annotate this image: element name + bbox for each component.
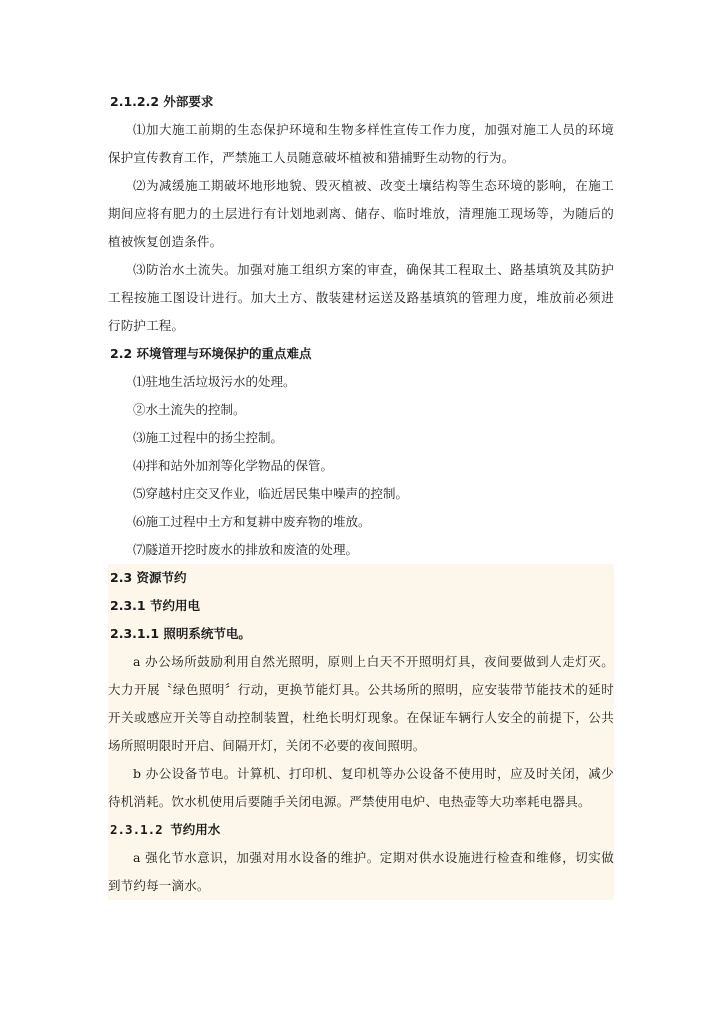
heading-2-3-1-2: 2.3.1.2 节约用水 xyxy=(108,816,614,844)
document-body xyxy=(108,88,614,900)
paragraph-external-2: ⑵为减缓施工期破坏地形地貌、毁灭植被、改变土壤结构等生态环境的影响，在施工期间应将有肥力的土层进行有计划地剥离、储存、临时堆放，清理施工现场等，为随后的植被恢复创造条件。 xyxy=(108,178,614,249)
heading-2-3-1-1: 2.3.1.1 照明系统节电。 xyxy=(108,620,614,648)
heading-2-3: 2.3 资源节约 xyxy=(108,564,614,592)
heading-2-1-2-2: 2.1.2.2 外部要求 xyxy=(110,94,214,109)
list-item-difficulty-2: ②水土流失的控制。 xyxy=(133,402,246,417)
list-item-difficulty-5: ⑸穿越村庄交叉作业，临近居民集中噪声的控制。 xyxy=(133,486,409,501)
list-item-difficulty-6: ⑹施工过程中土方和复耕中废弃物的堆放。 xyxy=(133,514,371,529)
paragraph-lighting-b: b 办公设备节电。计算机、打印机、复印机等办公设备不使用时，应及时关闭，减少待机消耗。饮水机使用后要随手关闭电源。严禁使用电炉、电热壶等大功率耗电器具。 xyxy=(108,760,614,816)
list-item-difficulty-7: ⑺隧道开挖时废水的排放和废渣的处理。 xyxy=(133,542,359,557)
heading-2-2: 2.2 环境管理与环境保护的重点难点 xyxy=(110,346,312,361)
heading-2-3-1: 2.3.1 节约用电 xyxy=(108,592,614,620)
list-item-difficulty-4: ⑷拌和站外加剂等化学物品的保管。 xyxy=(133,458,334,473)
paragraph-lighting-a: a 办公场所鼓励利用自然光照明，原则上白天不开照明灯具，夜间要做到人走灯灭。大力开展〝绿色照明〞行动，更换节能灯具。公共场所的照明，应安装带节能技术的延时开关或感应开关等自动控制装置，杜绝长明灯现象。在保证车辆行人安全的前提下，公共场所照明限时开启、间隔开灯，关闭不必要的夜间照明。 xyxy=(108,648,614,760)
paragraph-external-3: ⑶防治水土流失。加强对施工组织方案的审查，确保其工程取土、路基填筑及其防护工程按施工图设计进行。加大土方、散装建材运送及路基填筑的管理力度，堆放前必须进行防护工程。 xyxy=(108,262,614,333)
list-item-difficulty-3: ⑶施工过程中的扬尘控制。 xyxy=(133,430,284,445)
paragraph-external-1: ⑴加大施工前期的生态保护环境和生物多样性宣传工作力度，加强对施工人员的环境保护宣传教育工作，严禁施工人员随意破坏植被和猎捕野生动物的行为。 xyxy=(108,122,614,165)
paragraph-water-a: a 强化节水意识，加强对用水设备的维护。定期对供水设施进行检查和维修，切实做到节约每一滴水。 xyxy=(108,844,614,900)
list-item-difficulty-1: ⑴驻地生活垃圾污水的处理。 xyxy=(133,374,296,389)
